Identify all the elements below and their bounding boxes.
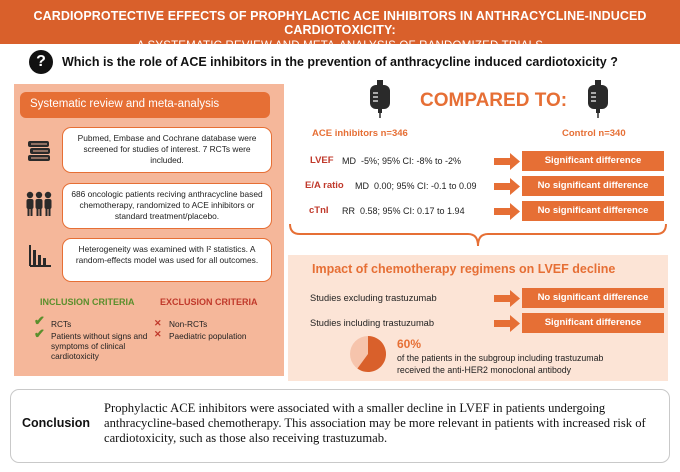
- group-ace-label: ACE inhibitors n=346: [312, 128, 408, 139]
- result-including: Significant difference: [522, 313, 664, 333]
- arrow-icon: [494, 203, 520, 220]
- title-banner: [0, 0, 680, 52]
- result-ea: No significant difference: [522, 176, 664, 196]
- bar-chart-icon: [28, 244, 52, 268]
- outcome-label-ctni: cTnI: [309, 205, 329, 216]
- arrow-icon: [494, 153, 520, 170]
- methods-box-search: [62, 127, 272, 173]
- percentage-line-2: received the anti-HER2 monoclonal antibody: [397, 365, 572, 375]
- exclusion-title: EXCLUSION CRITERIA: [160, 297, 258, 307]
- inclusion-item: Patients without signs and symptoms of clinical cardiotoxicity: [51, 331, 148, 361]
- check-icon: ✔: [34, 326, 45, 341]
- percentage-pie: [349, 335, 387, 373]
- methods-box-search-text: Pubmed, Embase and Cochrane database were screened for studies of interest. 7 RCTs were included.: [77, 133, 257, 165]
- inclusion-title: INCLUSION CRITERIA: [40, 297, 135, 307]
- exclusion-item: Paediatric population: [169, 331, 247, 341]
- outcome-stat-ctni: RR 0.58; 95% CI: 0.17 to 1.94: [342, 206, 465, 216]
- people-icon: [23, 190, 55, 218]
- cross-icon: ✕: [154, 329, 162, 339]
- methods-box-stats: [62, 238, 272, 282]
- compared-heading: COMPARED TO:: [420, 90, 568, 111]
- outcome-label-lvef: LVEF: [310, 155, 334, 166]
- methods-header: Systematic review and meta-analysis: [20, 92, 270, 118]
- banner-title: CARDIOPROTECTIVE EFFECTS OF PROPHYLACTIC ACE INHIBITORS IN ANTHRACYCLINE-INDUCED CARDIOTOXICITY:: [33, 9, 647, 37]
- methods-box-stats-text: Heterogeneity was examined with I² statistics. A random-effects model was used for all outcomes.: [75, 244, 259, 265]
- inclusion-item: RCTs: [51, 319, 72, 329]
- iv-bag-icon: [586, 80, 610, 118]
- question-icon: ?: [29, 50, 53, 74]
- result-lvef: Significant difference: [522, 151, 664, 171]
- exclusion-item: Non-RCTs: [169, 319, 208, 329]
- study-excluding-label: Studies excluding trastuzumab: [310, 293, 437, 303]
- percentage-value: 60%: [397, 337, 422, 351]
- outcome-stat-ea: MD 0.00; 95% CI: -0.1 to 0.09: [355, 181, 477, 191]
- group-control-label: Control n=340: [562, 128, 626, 139]
- methods-box-patients-text: 686 oncologic patients reciving anthracycline based chemotherapy, randomized to ACE inhibitors or standard treatment/placebo.: [71, 189, 263, 221]
- outcome-stat-lvef: MD -5%; 95% CI: -8% to -2%: [342, 156, 462, 166]
- arrow-icon: [494, 290, 520, 307]
- impact-title: Impact of chemotherapy regimens on LVEF decline: [312, 262, 616, 276]
- arrow-icon: [494, 315, 520, 332]
- research-question: Which is the role of ACE inhibitors in the prevention of anthracycline induced cardiotoxicity ?: [62, 55, 618, 69]
- outcome-label-ea: E/A ratio: [305, 180, 344, 191]
- conclusion-label: Conclusion: [22, 416, 91, 430]
- result-excluding: No significant difference: [522, 288, 664, 308]
- check-icon: ✔: [34, 313, 45, 328]
- percentage-line-1: of the patients in the subgroup including trastuzumab: [397, 353, 604, 363]
- percentage-description: [397, 352, 603, 376]
- cross-icon: ✕: [154, 318, 162, 328]
- arrow-icon: [494, 178, 520, 195]
- result-ctni: No significant difference: [522, 201, 664, 221]
- books-icon: [26, 138, 52, 164]
- iv-bag-icon: [368, 80, 392, 118]
- brace-divider: [288, 222, 668, 252]
- methods-box-patients: [62, 183, 272, 229]
- conclusion-text: Prophylactic ACE inhibitors were associated with a smaller decline in LVEF in patients undergoing anthracycline-based chemotherapy. This association may be more relevant in patients with increased risk of cardiotoxicity, such as those also receiving trastuzumab.: [104, 401, 646, 445]
- study-including-label: Studies including trastuzumab: [310, 318, 435, 328]
- banner-subtitle: A SYSTEMATIC REVIEW AND META-ANALYSIS OF RANDOMIZED TRIALS: [136, 40, 544, 52]
